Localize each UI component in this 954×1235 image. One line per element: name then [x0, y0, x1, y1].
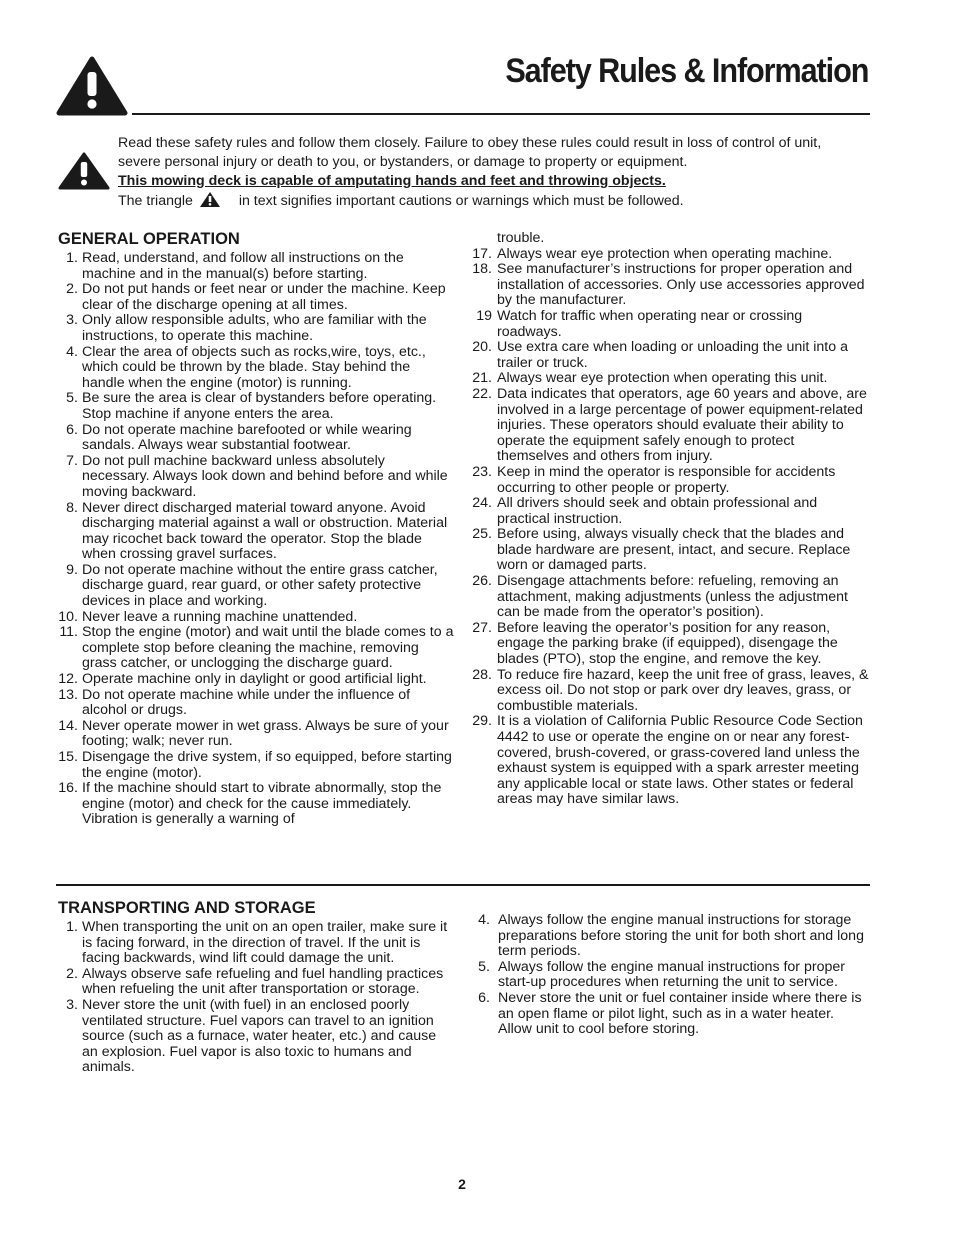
item-number: 29.: [472, 713, 492, 730]
list-item: [470, 714, 870, 808]
item-text: If the machine should start to vibrate abnormally, stop the engine (motor) and check for the cause immediately. Vibration is generally a warning of: [82, 780, 442, 828]
item-number: 19: [476, 307, 492, 324]
item-number: 5.: [478, 958, 490, 975]
list-item: [470, 340, 870, 371]
item-text: Before using, always visually check that the blades and blade hardware are present, intact, and secure. Replace worn or damaged parts.: [497, 526, 851, 574]
list-item: [470, 913, 870, 960]
item-number: 20.: [472, 339, 492, 356]
list-item: [56, 313, 454, 344]
item-text: Always wear eye protection when operating machine.: [497, 245, 833, 262]
item-number: 2.: [66, 281, 78, 298]
item-number: 3.: [66, 996, 78, 1013]
transporting-storage-heading: TRANSPORTING AND STORAGE: [58, 899, 316, 917]
list-item: [56, 423, 454, 454]
item-text: Keep in mind the operator is responsible for accidents occurring to other people or property.: [497, 463, 836, 496]
list-item: [56, 610, 454, 626]
list-item: [56, 282, 454, 313]
section-divider: [56, 884, 870, 886]
list-item: [56, 781, 454, 828]
item-number: 21.: [472, 370, 492, 387]
item-number: 2.: [66, 965, 78, 982]
item-text: Never store the unit or fuel container inside where there is an open flame or pilot light, such as in a water heater. Allow unit to cool before storing.: [498, 989, 862, 1038]
item-number: 28.: [472, 666, 492, 683]
triangle-note-before: The triangle: [118, 193, 193, 209]
transporting-storage-list-right: [470, 913, 870, 1038]
warning-triangle-icon: [56, 56, 128, 116]
item-number: 17.: [472, 245, 492, 262]
item-number: 25.: [472, 526, 492, 543]
item-text: Operate machine only in daylight or good artificial light.: [82, 671, 427, 688]
item-text: When transporting the unit on an open trailer, make sure it is facing forward, in the direction of travel. If the unit is facing backwards, wind lift could damage the unit.: [82, 919, 448, 967]
item-text: Do not operate machine without the entire grass catcher, discharge guard, rear guard, or other safety protective devices in place and working.: [82, 561, 438, 610]
list-item: [56, 625, 454, 672]
item-text: Never leave a running machine unattended.: [82, 608, 358, 625]
item-number: 9.: [66, 561, 78, 578]
item-number: 23.: [472, 463, 492, 480]
item-text: Use extra care when loading or unloading the unit into a trailer or truck.: [497, 339, 848, 371]
item-number: 4.: [66, 343, 78, 360]
list-item: [56, 454, 454, 501]
item-number: 6.: [478, 989, 490, 1006]
item-text: Always follow the engine manual instructions for proper start-up procedures when returning the unit to service.: [498, 958, 845, 991]
item-text: To reduce fire hazard, keep the unit free of grass, leaves, & excess oil. Do not stop or park over dry leaves, grass, or combustible materials.: [497, 666, 869, 714]
page-title: Safety Rules & Information: [505, 52, 868, 90]
item-number: 10.: [58, 608, 78, 625]
item-text: Do not operate machine barefooted or while wearing sandals. Always wear substantial footwear.: [82, 421, 412, 454]
page-number: 2: [458, 1176, 466, 1192]
item-number: 8.: [66, 499, 78, 516]
list-item: [56, 563, 454, 610]
list-item: [56, 750, 454, 781]
item-text: Before leaving the operator’s position for any reason, engage the parking brake (if equipped), disengage the blades (PTO), stop the engine, and remove the key.: [497, 619, 838, 668]
list-item: [470, 309, 870, 340]
item-text: Disengage the drive system, if so equipped, before starting the engine (motor).: [82, 749, 452, 781]
item-number: 26.: [472, 573, 492, 590]
general-operation-list-right: [470, 231, 870, 808]
item-text: See manufacturer’s instructions for proper operation and installation of accessories. Only use accessories approved by the manufacturer.: [497, 261, 865, 309]
list-item: [470, 668, 870, 715]
item-text: Only allow responsible adults, who are familiar with the instructions, to operate this machine.: [82, 312, 427, 344]
warning-triangle-icon: [58, 152, 110, 190]
item-continuation: trouble.: [497, 230, 545, 246]
list-item: [56, 251, 454, 282]
list-item: [470, 496, 870, 527]
item-text: Always wear eye protection when operating this unit.: [497, 370, 828, 387]
general-operation-list-left: [56, 251, 454, 828]
item-text: Do not pull machine backward unless absolutely necessary. Always look down and behind before and while moving backward.: [82, 452, 448, 500]
item-text: Always follow the engine manual instructions for storage preparations before storing the unit for both short and long term periods.: [498, 912, 864, 960]
item-text: Never store the unit (with fuel) in an enclosed poorly ventilated structure. Fuel vapors can travel to an ignition source (such as a furnace, water heater, etc.) and cause an explosion. Fuel vapor is also toxic to humans and animals.: [82, 996, 437, 1076]
general-operation-heading: GENERAL OPERATION: [58, 230, 240, 248]
item-text: Watch for traffic when operating near or crossing roadways.: [497, 307, 803, 340]
warning-triangle-icon: [199, 191, 221, 208]
item-number: 16.: [58, 780, 78, 797]
header-divider: [132, 113, 870, 115]
item-text: Data indicates that operators, age 60 years and above, are involved in a large percentage of power equipment-related injuries. These operators should evaluate their ability to operate the equipment safely enough to protect themselves and others from injury.: [497, 385, 867, 465]
list-item: [56, 967, 454, 998]
intro-text: Read these safety rules and follow them closely. Failure to obey these rules could result in loss of control of unit, severe personal injury or death to you, or bystanders, or damage to property or equipment.: [118, 135, 822, 170]
item-number: 6.: [66, 421, 78, 438]
item-text: Disengage attachments before: refueling, removing an attachment, making adjustments (unless the adjustment can be made from the operator’s position).: [497, 573, 848, 621]
item-text: Never direct discharged material toward anyone. Avoid discharging material against a wall or obstruction. Material may ricochet back toward the operator. Stop the blade when crossing gravel surfaces.: [82, 499, 448, 563]
item-number: 14.: [58, 717, 78, 734]
list-item: [56, 998, 454, 1076]
item-text: Do not put hands or feet near or under the machine. Keep clear of the discharge opening at all times.: [82, 281, 446, 313]
list-item: [470, 387, 870, 465]
transporting-storage-list-left: [56, 920, 454, 1076]
list-item: [470, 371, 870, 387]
item-text: Do not operate machine while under the influence of alcohol or drugs.: [82, 686, 411, 719]
item-number: 15.: [58, 749, 78, 765]
list-item: [56, 688, 454, 719]
item-number: 1.: [66, 919, 78, 935]
list-item: [470, 960, 870, 991]
safety-intro: [118, 134, 858, 211]
item-text: Read, understand, and follow all instructions on the machine and in the manual(s) before starting.: [82, 250, 404, 282]
item-text: Be sure the area is clear of bystanders before operating. Stop machine if anyone enters the area.: [82, 390, 437, 422]
item-number: 5.: [66, 390, 78, 407]
item-number: 13.: [58, 686, 78, 703]
item-text: Clear the area of objects such as rocks,wire, toys, etc., which could be thrown by the blade. Stay behind the handle when the engine (motor) is running.: [82, 343, 426, 391]
item-number: 12.: [58, 671, 78, 688]
item-text: All drivers should seek and obtain professional and practical instruction.: [497, 495, 818, 527]
item-text: Never operate mower in wet grass. Always be sure of your footing; walk; never run.: [82, 717, 449, 750]
item-number: 3.: [66, 312, 78, 329]
item-number: 11.: [59, 624, 78, 641]
item-number: 18.: [472, 261, 492, 278]
amputation-warning: This mowing deck is capable of amputating hands and feet and throwing objects.: [118, 173, 666, 189]
item-number: 24.: [472, 495, 492, 512]
triangle-note-after: in text signifies important cautions or warnings which must be followed.: [238, 193, 684, 209]
item-number: 7.: [66, 452, 78, 469]
list-item: [56, 501, 454, 563]
list-item: [470, 247, 870, 263]
item-number: 1.: [66, 250, 78, 266]
list-item: [470, 621, 870, 668]
list-item: [470, 262, 870, 309]
item-number: 4.: [478, 912, 490, 928]
item-number: 27.: [472, 619, 492, 636]
list-item: [470, 465, 870, 496]
list-item: [56, 391, 454, 422]
item-text: It is a violation of California Public Resource Code Section 4442 to use or operate the engine on or near any forest-covered, brush-covered, or grass-covered land unless the exhaust system is equipped with a spark arrester meeting any applicable local or state laws. Other states or federal areas may have similar laws.: [497, 713, 863, 808]
list-item: [56, 672, 454, 688]
list-item: [470, 574, 870, 621]
list-item: [56, 920, 454, 967]
list-item: [470, 527, 870, 574]
item-text: Stop the engine (motor) and wait until the blade comes to a complete stop before cleaning the machine, removing grass catcher, or unclogging the discharge guard.: [82, 624, 454, 672]
item-text: Always observe safe refueling and fuel handling practices when refueling the unit after transportation or storage.: [82, 965, 444, 998]
list-item: [56, 719, 454, 750]
list-item: [470, 991, 870, 1038]
item-number: 22.: [472, 385, 492, 402]
triangle-note: [118, 191, 858, 211]
list-item: [56, 345, 454, 392]
